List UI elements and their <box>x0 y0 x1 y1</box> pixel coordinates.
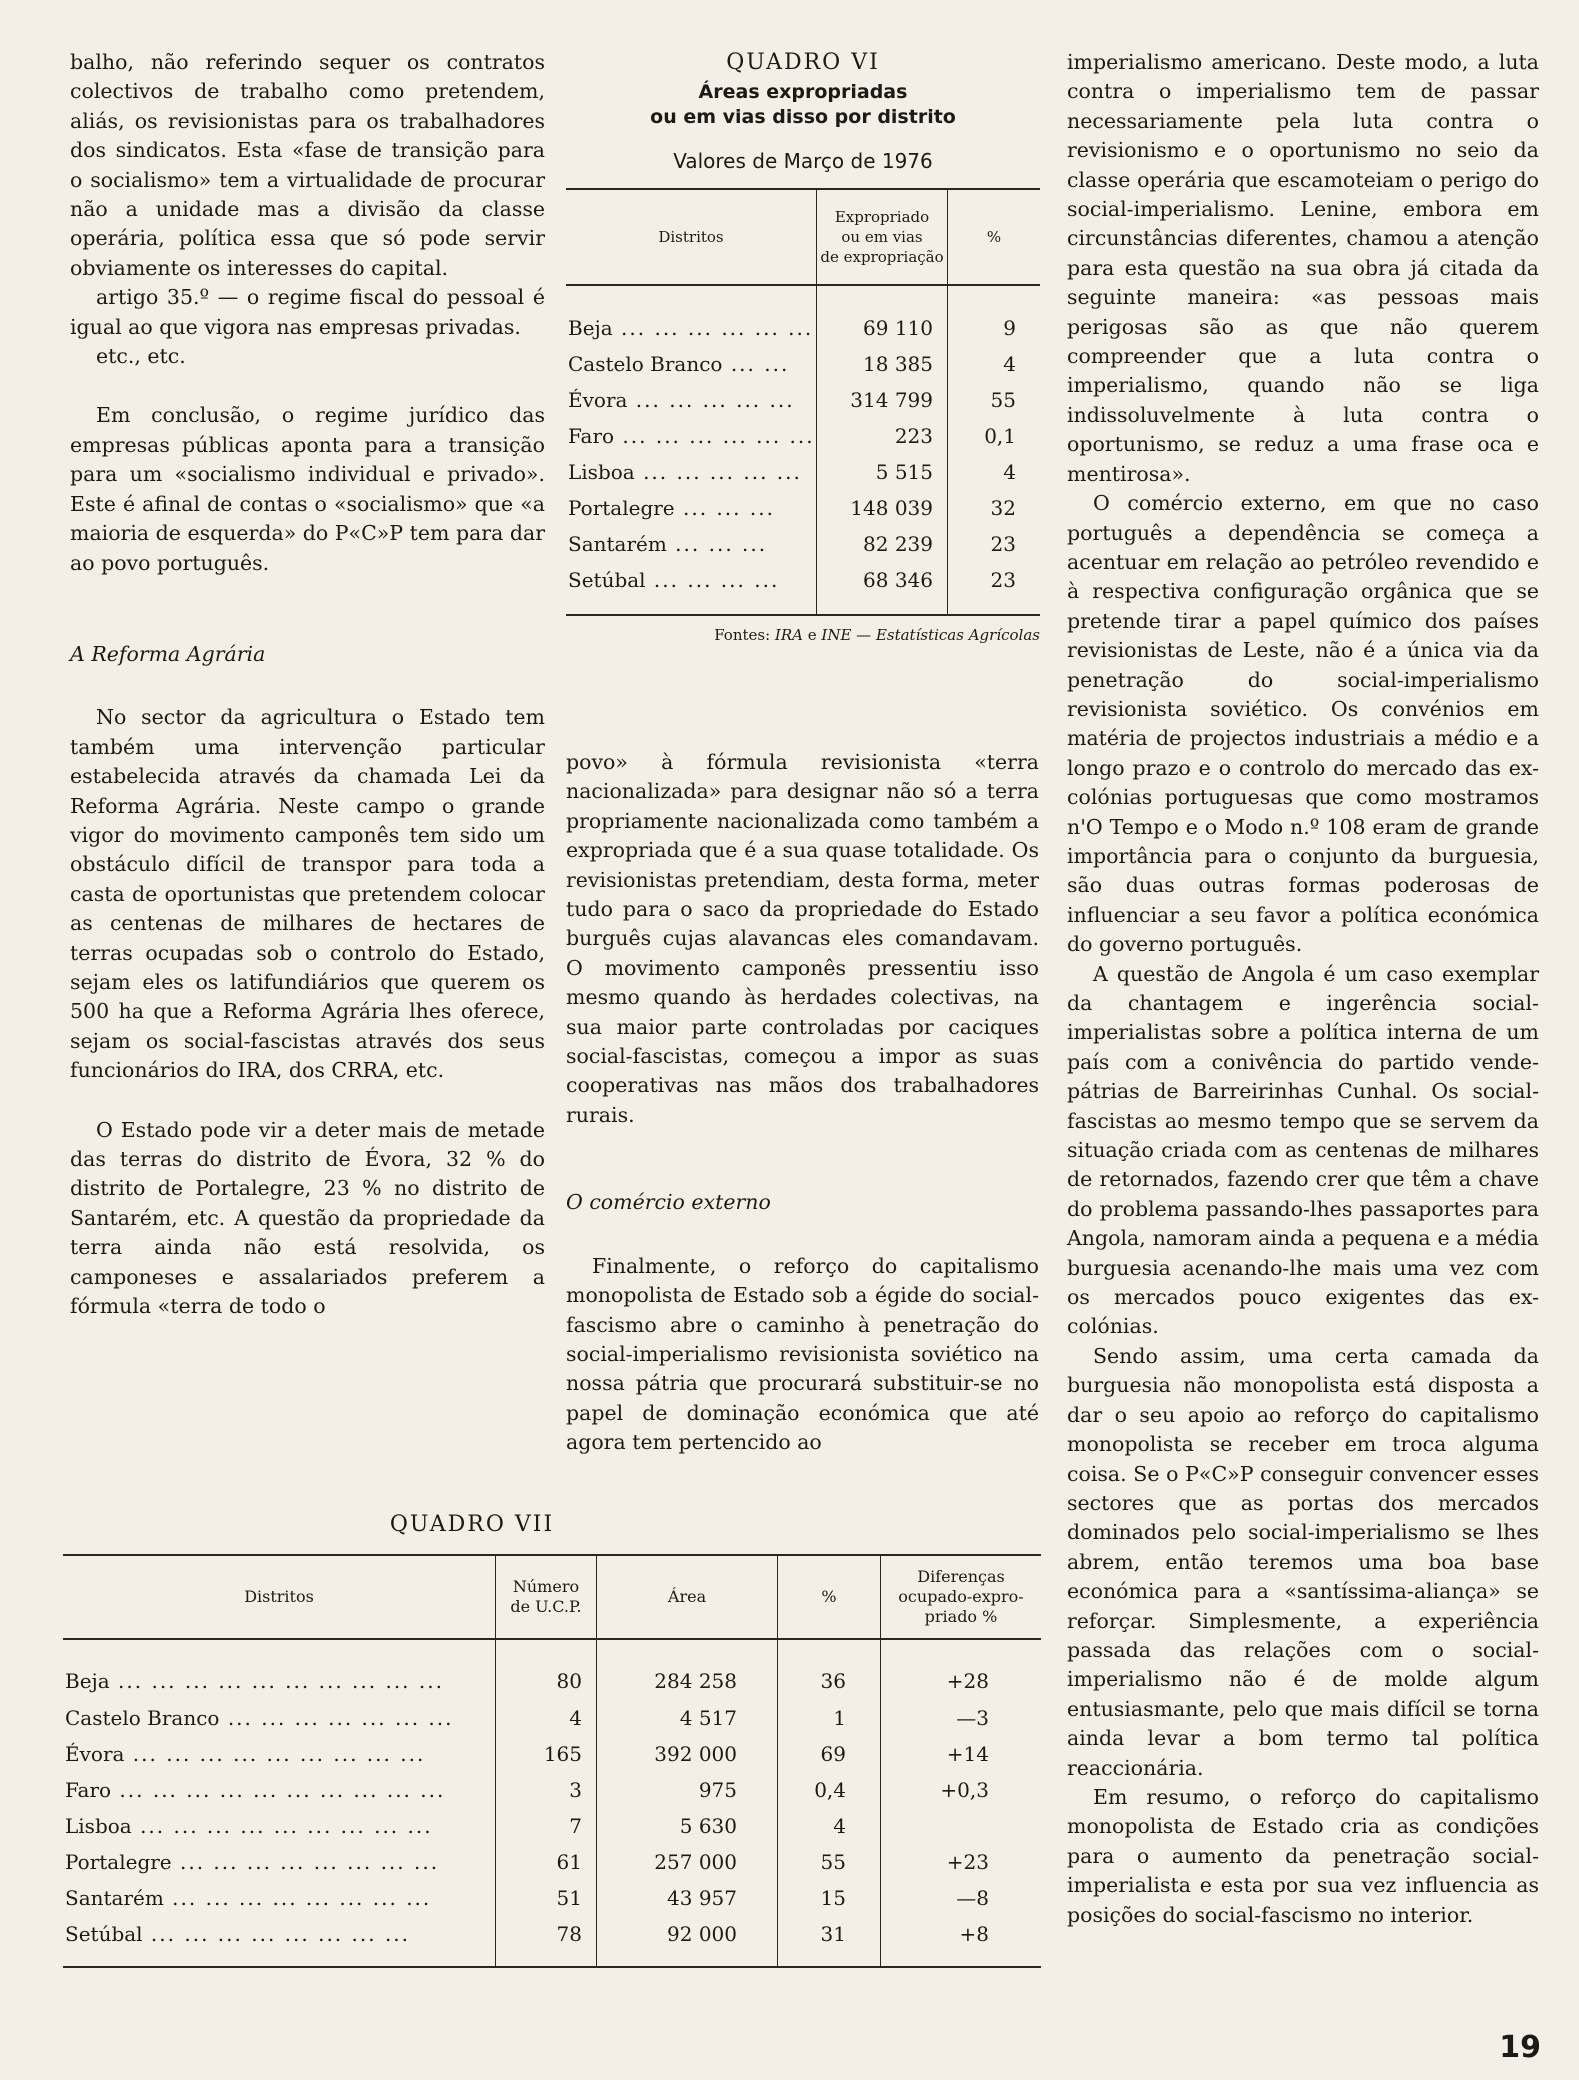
header-line: de expropriação <box>820 248 944 266</box>
column-header-expropriado <box>817 189 948 285</box>
cell-value: 314 799 <box>817 382 948 418</box>
cell-distrito <box>566 346 817 382</box>
leader-dots: ... ... <box>722 352 790 376</box>
cell-percent: 0,4 <box>778 1772 881 1808</box>
column-header-distritos: Distritos <box>566 189 817 285</box>
source-prefix: Fontes: <box>714 626 775 644</box>
cell-ucp: 3 <box>496 1772 597 1808</box>
distrito-name: Santarém <box>65 1886 164 1910</box>
leader-dots: ... ... ... <box>666 532 768 556</box>
cell-percent: 36 <box>778 1639 881 1700</box>
leader-dots: ... ... ... ... ... ... ... ... <box>163 1886 432 1910</box>
distrito-name: Castelo Branco <box>65 1706 220 1730</box>
leader-dots: ... ... ... ... ... ... ... ... <box>142 1922 411 1946</box>
leader-dots: ... ... ... ... ... ... ... ... <box>171 1850 440 1874</box>
paragraph: povo» à fórmula revisionista «terra nacionalizada» para designar não só a terra propriamente nacionalizada como também a expropriada que é a sua quase totalidade. Os revisionistas pretendiam, desta forma, meter tudo para o saco da propriedade do Estado burguês cujas alavancas eles comandavam. O movimento camponês pressentiu isso mesmo quando às herdades colectivas, na sua maior parte controladas por caciques social-fascistas, começou a impor as suas cooperativas nas mãos dos trabalhadores rurais. <box>566 750 1039 1127</box>
section-heading-comercio-externo: O comércio externo <box>566 1190 771 1215</box>
table-row <box>63 1916 1041 1952</box>
cell-diferenca: +8 <box>959 1922 989 1946</box>
distrito-name: Faro <box>65 1778 112 1802</box>
leader-dots: ... ... ... ... ... ... ... <box>219 1706 454 1730</box>
leader-dots: ... ... ... ... ... ... ... ... ... <box>131 1814 433 1838</box>
cell-distrito <box>566 490 817 526</box>
cell-diferenca: +28 <box>946 1669 989 1693</box>
cell-percent: 4 <box>1003 352 1016 376</box>
paragraph: Finalmente, o reforço do capitalismo monopolista de Estado sob a égide do social-fascismo abre o caminho à penetração do social-imperialismo revisionista soviético na nossa pátria que procurará substituir-se no papel de dominação económica que até agora tem pertencido ao <box>566 1253 1039 1455</box>
cell-area: 5 630 <box>597 1808 778 1844</box>
cell-percent: 55 <box>990 388 1016 412</box>
distrito-name: Beja <box>65 1669 110 1693</box>
table-title: QUADRO VI <box>726 50 880 75</box>
cell-distrito <box>63 1639 496 1700</box>
cell-value: 68 346 <box>817 562 948 598</box>
cell-percent: 0,1 <box>984 424 1016 448</box>
cell-percent: 9 <box>1003 316 1016 340</box>
table-date: Valores de Março de 1976 <box>673 149 933 173</box>
column-header-percent: % <box>986 228 1002 246</box>
table-row <box>63 1844 1041 1880</box>
paragraph: etc., etc. <box>96 344 186 369</box>
cell-distrito <box>566 382 817 418</box>
table-title: QUADRO VII <box>389 1512 555 1537</box>
source-conjunction: e <box>802 626 822 644</box>
quadro-vi-table <box>566 188 1040 616</box>
header-line: de U.C.P. <box>510 1597 582 1616</box>
cell-percent: 1 <box>778 1700 881 1736</box>
table-row <box>566 454 1040 490</box>
cell-percent: 15 <box>778 1880 881 1916</box>
cell-area: 392 000 <box>597 1736 778 1772</box>
page-number: 19 <box>1499 2030 1541 2065</box>
cell-distrito <box>63 1808 496 1844</box>
cell-ucp: 165 <box>496 1736 597 1772</box>
table-row <box>63 1772 1041 1808</box>
table-row <box>63 1880 1041 1916</box>
cell-ucp: 51 <box>496 1880 597 1916</box>
distrito-name: Lisboa <box>65 1814 132 1838</box>
column-header-area: Área <box>597 1555 778 1639</box>
cell-distrito <box>63 1880 496 1916</box>
cell-ucp: 7 <box>496 1808 597 1844</box>
cell-percent: 31 <box>778 1916 881 1952</box>
paragraph: No sector da agricultura o Estado tem também uma intervenção particular estabelecida através da chamada Lei da Reforma Agrária. Neste campo o grande vigor do movimento camponês tem sido um obstáculo difícil de transpor para toda a casta de oportunistas que pretendem colocar as centenas de milhares de hectares de terras ocupadas sob o controlo do Estado, sejam eles os latifundiários que querem os 500 ha que a Reforma Agrária lhes oferece, sejam os social-fascistas através dos seus funcionários do IRA, dos CRRA, etc. <box>70 705 545 1083</box>
leader-dots: ... ... ... ... ... <box>627 388 795 412</box>
column-left <box>70 48 545 1321</box>
cell-area: 257 000 <box>597 1844 778 1880</box>
distrito-name: Santarém <box>568 532 667 556</box>
table-row <box>566 562 1040 598</box>
distrito-name: Setúbal <box>65 1922 143 1946</box>
leader-dots: ... ... ... ... ... ... <box>614 424 815 448</box>
cell-diferenca: +0,3 <box>940 1778 989 1802</box>
cell-ucp: 78 <box>496 1916 597 1952</box>
paragraph: balho, não referindo sequer os contratos colectivos de trabalho como pretendem, aliás, os revisionistas para os trabalhadores dos sindicatos. Esta «fase de transição para o socialismo» tem a virtualidade de procurar não a unidade mas a divisão da classe operária, política essa que só pode servir obviamente os interesses do capital. <box>70 50 545 280</box>
quadro-vii-table-block <box>63 1508 1041 1968</box>
column-header-numero-ucp <box>496 1555 597 1639</box>
cell-percent: 55 <box>778 1844 881 1880</box>
table-row <box>63 1700 1041 1736</box>
cell-percent: 4 <box>778 1808 881 1844</box>
paragraph: O comércio externo, em que no caso português a dependência se começa a acentuar em relação ao petróleo revendido e à respectiva configuração orgânica que se pretende tirar a papel químico dos países revisionistas de Leste, não é a única via da penetração do social-imperialismo revisionista soviético. Os convénios em matéria de projectos industriais a médio e a longo prazo e o controlo do mercado das ex-colónias portuguesas que como mostramos n'O Tempo e o Modo n.º 108 eram de grande importância para o conjunto da burguesia, são duas outras formas poderosas de influenciar a seu favor a política económica do governo português. <box>1067 491 1539 957</box>
cell-ucp: 4 <box>496 1700 597 1736</box>
column-middle <box>566 748 1039 1458</box>
table-row <box>566 526 1040 562</box>
cell-diferenca: —3 <box>956 1706 989 1730</box>
distrito-name: Faro <box>568 424 615 448</box>
header-line: ou em vias <box>841 228 923 246</box>
cell-value: 223 <box>817 418 948 454</box>
quadro-vii-table <box>63 1554 1041 1968</box>
cell-diferenca: —8 <box>956 1886 989 1910</box>
cell-distrito <box>63 1700 496 1736</box>
column-header-distritos: Distritos <box>63 1555 496 1639</box>
cell-value: 82 239 <box>817 526 948 562</box>
paragraph: Em conclusão, o regime jurídico das empresas públicas aponta para a transição para um «socialismo individual e privado». Este é afinal de contas o «socialismo» que «a maioria de esquerda» do P«C»P tem para dar ao povo português. <box>70 403 545 575</box>
cell-percent: 32 <box>990 496 1016 520</box>
paragraph: artigo 35.º — o regime fiscal do pessoal é igual ao que vigora nas empresas privadas. <box>70 285 545 339</box>
distrito-name: Beja <box>568 316 613 340</box>
cell-area: 43 957 <box>597 1880 778 1916</box>
header-line: Número <box>512 1577 580 1596</box>
cell-distrito <box>63 1916 496 1952</box>
cell-distrito <box>63 1772 496 1808</box>
table-row <box>566 382 1040 418</box>
leader-dots: ... ... ... ... ... ... ... ... ... <box>124 1742 426 1766</box>
cell-area: 284 258 <box>597 1639 778 1700</box>
table-row <box>566 418 1040 454</box>
leader-dots: ... ... ... ... ... <box>634 460 802 484</box>
cell-area: 4 517 <box>597 1700 778 1736</box>
leader-dots: ... ... ... ... ... ... ... ... ... ... <box>109 1669 444 1693</box>
paragraph: Sendo assim, uma certa camada da burguesia não monopolista está disposta a dar o seu apoio ao reforço do capitalismo monopolista se receber em troca alguma coisa. Se o P«C»P conseguir convencer esses sectores que as portas dos mercados dominados pelo social-imperialismo se lhes abrem, então teremos uma boa base económica para a «santíssima-aliança» se reforçar. Simplesmente, a experiência passada das relações com o social-imperialismo não é de molde algum entusiasmante, pelo que mais difícil se torna ainda levar a bom termo tal política reaccionária. <box>1067 1343 1539 1780</box>
table-row <box>63 1639 1041 1700</box>
leader-dots: ... ... ... <box>674 496 775 520</box>
table-row <box>63 1736 1041 1772</box>
cell-percent: 69 <box>778 1736 881 1772</box>
quadro-vi-table-block <box>566 46 1040 644</box>
cell-area: 975 <box>597 1772 778 1808</box>
cell-ucp: 80 <box>496 1639 597 1700</box>
column-header-percent: % <box>778 1555 881 1639</box>
distrito-name: Castelo Branco <box>568 352 723 376</box>
cell-value: 148 039 <box>817 490 948 526</box>
cell-value: 69 110 <box>817 310 948 346</box>
header-line: ocupado-expro- <box>898 1587 1024 1606</box>
distrito-name: Évora <box>568 388 628 412</box>
table-row <box>566 310 1040 346</box>
cell-percent: 23 <box>990 568 1016 592</box>
paragraph: imperialismo americano. Deste modo, a luta contra o imperialismo tem de passar necessariamente pela luta contra o revisionismo e o oportunismo no seio da classe operária que escamoteiam o perigo do social-imperialismo. Lenine, embora em circunstâncias diferentes, chamou a atenção para esta questão na sua obra já citada da seguinte maneira: «as pessoas mais perigosas são as que não querem compreender que a luta contra o imperialismo, quando não se liga indissoluvelmente à luta contra o oportunismo, se reduz a uma frase oca e mentirosa». <box>1067 50 1539 486</box>
leader-dots: ... ... ... ... ... ... <box>612 316 814 340</box>
cell-diferenca: +14 <box>946 1742 989 1766</box>
distrito-name: Setúbal <box>568 568 646 592</box>
header-line: Diferenças <box>917 1567 1005 1586</box>
column-right <box>1067 48 1539 1930</box>
leader-dots: ... ... ... ... ... ... ... ... ... ... <box>111 1778 446 1802</box>
section-heading-reforma-agraria: A Reforma Agrária <box>70 641 266 666</box>
source-ira: IRA <box>774 626 803 644</box>
table-row <box>63 1808 1041 1844</box>
cell-value: 5 515 <box>817 454 948 490</box>
leader-dots: ... ... ... ... <box>645 568 780 592</box>
cell-percent: 23 <box>990 532 1016 556</box>
cell-percent: 4 <box>1003 460 1016 484</box>
cell-distrito <box>566 562 817 598</box>
cell-diferenca <box>881 1808 1042 1844</box>
table-subtitle: Áreas expropriadas <box>698 81 908 103</box>
table-row <box>566 346 1040 382</box>
distrito-name: Portalegre <box>65 1850 172 1874</box>
paragraph: O Estado pode vir a deter mais de metade das terras do distrito de Évora, 32 % do distrito de Portalegre, 23 % no distrito de Santarém, etc. A questão da propriedade da terra ainda não está resolvida, os camponeses e assalariados preferem a fórmula «terra de todo o <box>70 1117 545 1319</box>
header-line: priado % <box>924 1607 998 1626</box>
distrito-name: Évora <box>65 1742 125 1766</box>
table-source <box>566 626 1040 644</box>
cell-distrito <box>566 418 817 454</box>
cell-diferenca: +23 <box>946 1850 989 1874</box>
cell-distrito <box>566 454 817 490</box>
column-header-diferencas <box>881 1555 1042 1639</box>
distrito-name: Lisboa <box>568 460 635 484</box>
cell-distrito <box>566 526 817 562</box>
source-ine: INE — Estatísticas Agrícolas <box>821 626 1040 644</box>
distrito-name: Portalegre <box>568 496 675 520</box>
header-line: Expropriado <box>834 208 930 226</box>
table-row <box>566 490 1040 526</box>
cell-distrito <box>63 1736 496 1772</box>
cell-distrito <box>63 1844 496 1880</box>
paragraph: A questão de Angola é um caso exemplar da chantagem e ingerência social-imperialistas sobre a política interna de um país com a conivência do partido vende-pátrias de Barreirinhas Cunhal. Os social-fascistas ao mesmo tempo que se servem da situação criada com as centenas de milhares de retornados, fazendo crer que têm a chave do problema passando-lhes passaportes para Angola, namoram ainda a pequena e a média burguesia acenando-lhe mais uma vez com os mercados pouco exigentes das ex-colónias. <box>1067 961 1539 1339</box>
cell-ucp: 61 <box>496 1844 597 1880</box>
cell-distrito <box>566 310 817 346</box>
cell-value: 18 385 <box>817 346 948 382</box>
paragraph: Em resumo, o reforço do capitalismo monopolista de Estado cria as condições para o aumento da penetração social-imperialista e esta por sua vez influencia as posições do social-fascismo no interior. <box>1067 1784 1539 1927</box>
cell-area: 92 000 <box>597 1916 778 1952</box>
table-subtitle: ou em vias disso por distrito <box>650 106 956 128</box>
